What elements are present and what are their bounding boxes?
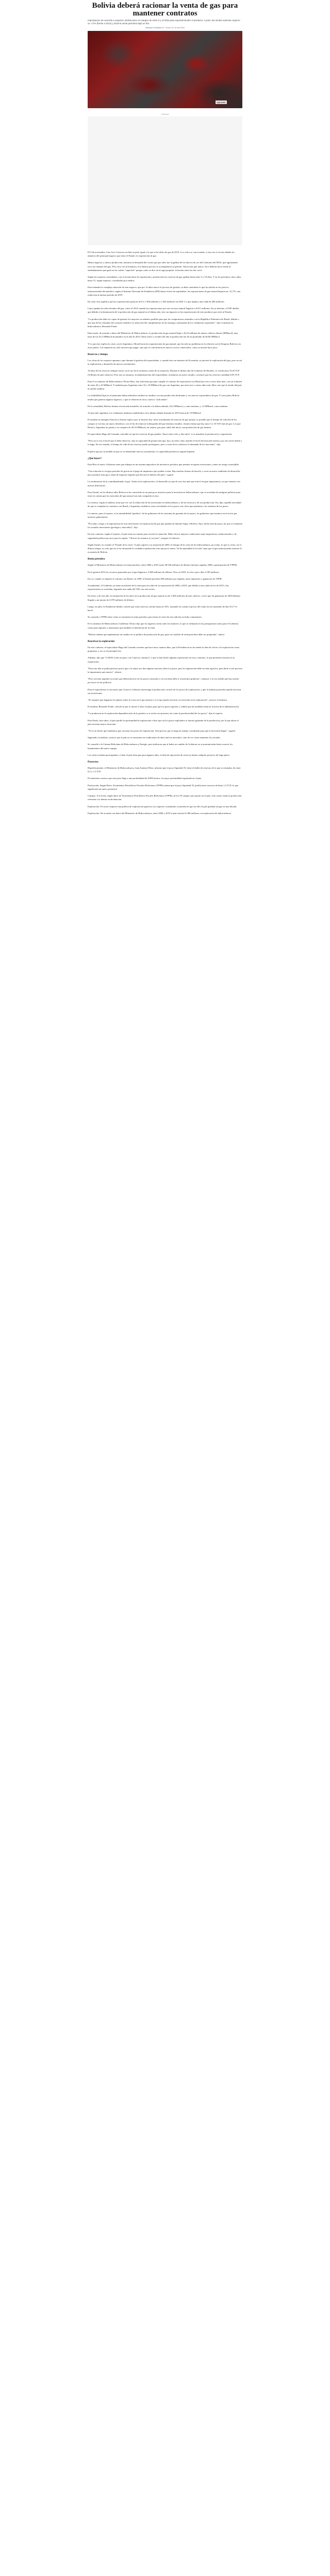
page	[0, 2, 330, 815]
paragraph: Entre tanto, de acuerdo a datos del Ministerio de Hidrocarburos, la producción de gas natural llegó a 43,25 millones de metros cúbicos diarios (MMmcd), muy lejos de los 61,5 MMmcd alcanzados en el año de 2014. Entre enero a octubre del año la producción fue de un promedio de 40,66 MMmcd.	[88, 332, 238, 338]
paragraph: El ministerio sostuvo que este pozo llega a una profundidad de 8.000 metros, la mayor profundidad registrada en el país.	[88, 777, 202, 780]
paragraph: Según los expertos consultados, con el actual ritmo de exportación y producción los reservas de gas quedan hasta entre 5 y 10 años. Y en los próximos cinco años, hasta 15, según expertos, consultados por medios.	[88, 276, 242, 282]
ad-label: Publicidad	[161, 113, 169, 115]
paragraph: El ex ministro de Hidrocarburos Guillermo Álvaro dijo que los ingresos serán cada vez menores, lo que se reflejaría en los presupuestos tanto para el Gobierno como para regiones y municipios que también se benefician de la renta.	[88, 622, 239, 629]
paragraph: Eso sí, cuando se empezó el contrato con Brasil, en 1999, el Estado percibió 400 millones por regalías, entre impuestos y ganancias de YPFB.	[88, 577, 222, 580]
paragraph: Exploración. El sector requiere una política de exploración agresiva; los expertos consultados coinciden en que sin ello el país quedará sin gas en una década.	[88, 805, 237, 808]
paragraph: Al mercado argentino, los volúmenes mínimos establecidos en la última adenda firmada en 2019 fueron de 10 MMmcd.	[88, 412, 202, 415]
paragraph: Siguiendo su análisis, sostuvo que el país no se encuentra en condiciones de abrir nuevos mercados, sino de ver cómo mantener los actuales.	[88, 736, 221, 739]
paragraph: Las cifras resultan preocupantes: si bien el país tiene gas para algunos años, la falta de reposición de reservas limita cualquier proyecto de largo plazo.	[88, 753, 230, 756]
section-heading: Reactivar la exploración	[88, 640, 115, 643]
author-link[interactable]: Jhohana Fernández R.	[145, 27, 164, 29]
paragraph: "Pero son más urgentes acciones que deben hacerse en los pozos existentes y en esa línea debe ir el próximo gobierno", subrayó, a la vez señaló que hay mucho por hacer en las políticas.	[88, 677, 239, 684]
publish-date: Enero 12 | 01 Abr 2022	[166, 27, 185, 29]
paragraph: Lejos quedan los años dorados del gas, como el 2014 cuando las exportaciones por este recurso natural llegaron a 6.011 millones. En su informe, el INE detalla que debido a la disminución de la producción de gas natural en el último año, tuvo un impacto en las exportaciones de este producto que restó al Estado.	[88, 307, 239, 314]
paragraph: En la actualidad, Bolivia destina al mercado brasileño, de acuerdo a la última adenda, 20,4 MMmcd; y como máximo, y 12 MMmcd, como mínimo.	[88, 404, 228, 408]
paragraph: Además, dijo que "el MAS sí dio un paso con 5 nuevos contratos" y que se han hecho algunas expresiones en esos contratos, lo que permitirá avanzar en la exploración.	[88, 656, 235, 663]
paragraph: Exploración. De acuerdo con datos del Ministerio de Hidrocarburos, entre 2006 y 2019 el país invirtió 6.300 millones, en exploración de hidrocarburos.	[88, 811, 232, 815]
paragraph: Campos. A la fecha, según datos de Yacimientos Petrolíferos Fiscales Bolivianos (YPFB), de los 59 campos que operan en el país, sólo cuatro están en producción relevante; los demás en declinación.	[88, 794, 242, 801]
paragraph: Para el ex ministro de Hidrocarburos Álvaro Ríos, hay suficiente gas para cumplir el contrato de exportación con Brasil por tres a cinco años más, con un volumen de entre 20 y 24 MMmcd. Y también para Argentina entre 10 y 18 MMmcd de gas con Argentina, por unos tres o cuatro años más. Ríos cree que el estado del país no podrá cambiar.	[88, 380, 242, 391]
paragraph: "Se requiere que hagamos los planes sobre la crisis en el gas natural y es el que puede reactivar su inversión en la exploración", sostuvo el ministro.	[88, 699, 228, 702]
section-heading: Renta petrolera	[88, 558, 105, 561]
paragraph: El especialista Hugo del Granado coincidió en que las reservas de gas pueden "durar entre ocho y diez años" si se mantiene la producción y exportación.	[88, 432, 233, 435]
paragraph: Para entender la compleja situación de este negocio, que por 14 años marcó el proceso de gestión, se debe considerar lo que ha sufrido en los precios internacionales del petróleo, según el Instituto Nacional de Estadística (INE) hasta el mes de septiembre, las exportaciones de gas natural bajaron un -21,7%, una reducción al mismo período de 2019.	[88, 286, 241, 296]
article-meta	[88, 27, 242, 29]
paragraph: Según Zaratti, en octubre el "Estado de la crisis" el país regresó a su situación de 2005, el tiempo de la crisis de los hidrocarburos, por tanto, lo que es cierto, en el último tiempo, no solo que no se ha alcanzado la verdadera explotación sino que poco nunca "Se ha aprendido la lección" para que el gas natural pueda sostener la economía de Bolivia.	[88, 543, 242, 554]
paragraph: "Por tanto, riesgo y la importancia de esas inversiones en exploración de gas que puedan en durante Segar a Bolivia. Ojos, dicho más de pasos, las que se sostienen los actuales inversiones (geología y mercados)", dijo.	[88, 522, 242, 529]
section-heading: ¿Qué hacer?	[88, 457, 102, 460]
paragraph: En este contexto, el especialista Hugo del Granado sostiene que hace unos cuantos años, que la Presidencia no ha tenido la idea de volver a la exploración como propuesta, y eso es el principal reto.	[88, 646, 240, 653]
paragraph: Y es que esto explica la crisis con la Argentina y Brasil hacia las exportaciones de gas natural, que ha sido un problema en la relación con la Empresa Bolivia con otros países. Las empresas no sólo tuvieron que pagar, sino que se convirtieron en nuevos socios comerciales, como se mostró hace poco.	[88, 342, 241, 349]
ad-box[interactable]	[88, 116, 242, 245]
paragraph: En valor esto significa que las exportaciones pasaron de 8 a 1.306 millones a 1.020 millones en 2020. Lo que implica una caída de 286 millones.	[88, 300, 225, 303]
paragraph: Menos ingresos y menos producción, mientras la demanda del vecino que por años fue la gallina de los huevos de oro del Gobierno del MAS, que agonizando tuvo sus tiempos del gas. Pero, hoy con la bonanza y los buenos precios se acompañaron su gestión. Ahora más que nunca, Arce debería hacer frente al endeudamiento que ganó en los caídos "superávit" porque como se dice en el argot popular: la brecha entre los dos crece.	[88, 261, 238, 272]
paragraph: Lo externo, según el analista, tiene que ver con la reducción de las inversiones en hidrocarburos y de las reservas y de sus producción. Eso dijo, aquella necesidad de que se cumplan los contratos con Brasil y Argentina, establecer otras actividades en los pozos con cifras que permitan y los sistemas de los pozos.	[88, 501, 241, 508]
ad-slot	[88, 113, 242, 245]
paragraph: Lo interno, para el experto, es la inestabilidad "genética" de las gobiernos de los sistemas de garantía de los pozos, los gobiernos que tenemos en el sector por nuestros gobernantes.	[88, 512, 237, 518]
paragraph: Luego, en julio, la Fundación Jubileo calculó que estas reservas caerían hasta un 33%, tomando en cuenta el precio del crudo en ese momento de $us 35,17 el barril.	[88, 605, 237, 612]
article-photo	[88, 31, 242, 108]
paragraph: "Una solución es recoger periodos de gracia en el pago de impuestos que ayuden a estar. Hay muchas formas de hacerlo y crear un nuevo ambiente de desarrollo, pero producir más gas y dejar de importar líquidos que llevan los dólares del país", sugirió.	[88, 469, 241, 477]
paragraph: "Bolivia tendría que implementar un cambio en su política de producción de gas, pues ese modelo de renta petrolera debe ser preparado", indicó.	[88, 633, 225, 636]
paragraph: Para Ríos el nuevo Gobierno tiene que trabajar en un sistema impositivo de incentivos privados que permite recuperar inversiones y tener un riesgo controlable.	[88, 463, 239, 466]
paragraph: "Pero no es eso el nivel que se debe observar, sino la capacidad de producción que, hoy, no tiene cómo atender el nivel del mercado interno, por otro nivel donde y lo haga. En ese sentido, el tiempo de vida de las reservas puede prolongarse, pero a costa de no satisfacer la demanda de los mercados", dijo.	[88, 439, 242, 446]
paragraph: Para Zaratti, en los últimos años Bolivia se ha convertido en un país poco atractivo para la inversión en hidrocarburos, que se acuerdan las antiguas políticas para tener en cuenta que los mercados del gas natural son más competitivos hoy.	[88, 490, 241, 497]
paragraph: El analista, Bernardo Prado, calculó en por lo menos 5 años el plazo para que los pozos aporten, y señaló que las medidas están en la mesa de la administración.	[88, 705, 240, 708]
article-body	[88, 250, 242, 815]
paragraph: La estabilidad (fija) en el panorama hidrocarburífero tardará en cambiar con una producción declinante y con nuevos exportadores de gas. A corto plazo Bolivia tendrá que generar algunos ingresos, o que se reducen en otra y nuevos "suficientes".	[88, 394, 239, 401]
paragraph: El analista en energías Francesco Zaratti explicó que, al final no hay cifras actualizadas de reservas de gas natural, es posible que el tiempo de vida útil de los campos se vea hoy un nuevo desenlace, con el fin de reiniciar la búsqueda del que tenemos estudios. Zaratti estima que hay unos 3 a 10 TCF más de gas. Los que Brasil y Argentina no pasan a, en conjunto de 20,16 MMmcd, así estimo, gas para cubrir del inicio, una producción de gas insumo.	[88, 418, 241, 429]
paragraph: En la gestión 2014 los recursos generados por el gas llegaron a 5.489 millones de dólares. Pero en 2019, la cifra cayó a $us 2.190 millones.	[88, 570, 220, 573]
section-heading: Reservas y tiempo	[88, 353, 108, 357]
paragraph: "La prudencia en la exploración dependerá más de la gestión, si se actúa con presteza, así como la productividad de los pozos", dijo el experto.	[88, 712, 223, 715]
paragraph: "Para este año se podrá perforar pozos que a lo mejor nos den algunas noticias sobre los pozos, pero la exploración debe ser más agresiva, para darle a este proceso la importancia que merece", afirmó.	[88, 667, 242, 674]
article-lede: Importancia: De acuerdo a expertos, Bolivia tiene un margen de entre 5 y 10 días para exportar/vender el producto. A junio, las ventas externas cayeron un -17% (frente a 2014) y 2019 la venta petrolera bajó un 5%.	[88, 19, 240, 25]
paragraph: Hipotéticamente, el Ministerio de Hidrocarburos, Juan Antonio Pérez, informó que el pozo Sipotindi X1 tiene el doble de reservas de lo que se estimaba, de entre 0,5 y 1,5 TCF.	[88, 767, 241, 773]
paragraph: En este contexto, según el experto, el país tiene un camino para revertir la situación. Debe ofrecer mejores condiciones tanto impositivas, institucionales y de seguridad jurídica que sirve para la región. "Ofrecer los mismos (o en otros", aseguró el relatorio.	[88, 533, 237, 539]
paragraph: Al tema de las reservas siempre estuvo en el ojo de la tormenta, tratan de su situación. Durante el último año de Gobierno de Morales, se certificaron 10,45 TCF (Trillones de pies cúbicos). Pero tras su renuncia, la administración del expresidente, resultaron un nuevo estudio, concluyó que las reservas rondaban 8,95 TCF.	[88, 369, 240, 376]
paragraph: Según el Ministerio de Hidrocarburos la renta petrolera, entre 2006 y 2019 sumó 38.540 millones de dólares (incluye regalías, IDH y participación de YPFB).	[88, 564, 238, 567]
article-title: Bolivia deberá racionar la venta de gas para mantener contratos	[92, 2, 238, 18]
paragraph: "Ya es un hecho que tendremos que racionar los pozos de exploración. Será preciso que se haga un trabajo coordinado para que la inversión llegue", sugirió.	[88, 730, 236, 733]
paragraph: Se consultó a YPFB sobre cómo se encuentra la renta petrolera, pero hasta el cierre de esta edición no hubo comentarios.	[88, 616, 203, 619]
paragraph: Para el especialista, es necesario que el nuevo Gobierno intervenga la producción a través de los pozos de exploración, y que la industria petrolera pueda reactivar sus inversiones.	[88, 688, 241, 694]
meta-separator: /	[164, 27, 166, 29]
paragraph: La exuberancia de la contrabandeando el gas. Todas en la exploración y el desarrollo ya que de esos fue más que está el en gran importancia, ya que estamos con nuevas diferencias.	[88, 480, 240, 487]
paragraph: En enero y de este año, la estimación de los años en la producción de gas natural era de 3.400 millones de pies cúbicos, con lo que las ganancias de 2020 habrían llegado a un monto de 2.070 millones de dólares.	[88, 595, 240, 601]
paragraph: El 9 de noviembre, Luis Arce Catacora recibió en pisk, igual a lo que se ha dicho de gas de 2019. Los ciclos se van tocando, y esta vez el escrito debido los números del principal negocio que tiene el Estado: la exportación de gas.	[88, 251, 235, 258]
paragraph: Se consultó a la Cámara Boliviana de Hidrocarburos y Energía, pero indicaron que al haber un cambio de Gobierno no se pronunciarán hasta conocer los lineamientos del nuevo equipo.	[88, 743, 233, 750]
section-heading: Proyectos	[88, 761, 98, 764]
paragraph: Actualmente, el Gobierno ya tenía un informe de la renta para los años de la exportación de 2004 a 2019, que debido a una caída en los de 2015 a las exportaciones se acuerdan, logrando una caída del 54% con este sector.	[88, 584, 229, 591]
photo-credit-badge: Agencias	[216, 100, 227, 104]
article	[88, 2, 242, 815]
paragraph: "La producción debe ser capaz de generar los mayores excedentes posibles para que los compromisos asumidos con la República Federativa de Brasil, debido a que una de las cláusulas del contrato establece la reducción del cumplimiento de las entregas contratadas de los volúmenes requeridos", dijo el analista en hidrocarburos, Bernardo Prado.	[88, 317, 239, 328]
paragraph: Las cifras de los expertos apuntan a que durante la gestión del expresidente, y cuando éste era ministro de Economía, se priorizó la explotación del gas, pero no así la exploración y desarrollo de nuevos yacimientos.	[88, 359, 242, 366]
paragraph: Perforación, Según Pérez, Yacimientos Petrolíferos Fiscales Bolivianos (YPFB) estima que el pozo Sipotindi X1 podría tener reservas de hasta 1,5 TCF, lo que significaría un nuevo potencial.	[88, 784, 239, 790]
paragraph: Para Prado, hace años, el país perdió la oportunidad de exploración e hizo que en los pozos explotados se fueran agotando de la producción, por lo que ahora el país necesita mayor inversión.	[88, 719, 239, 725]
paragraph: Explicó que por la medida en que se va deteniendo nuevos yacimientos, la capacidad productiva seguirá bajando.	[88, 450, 195, 453]
